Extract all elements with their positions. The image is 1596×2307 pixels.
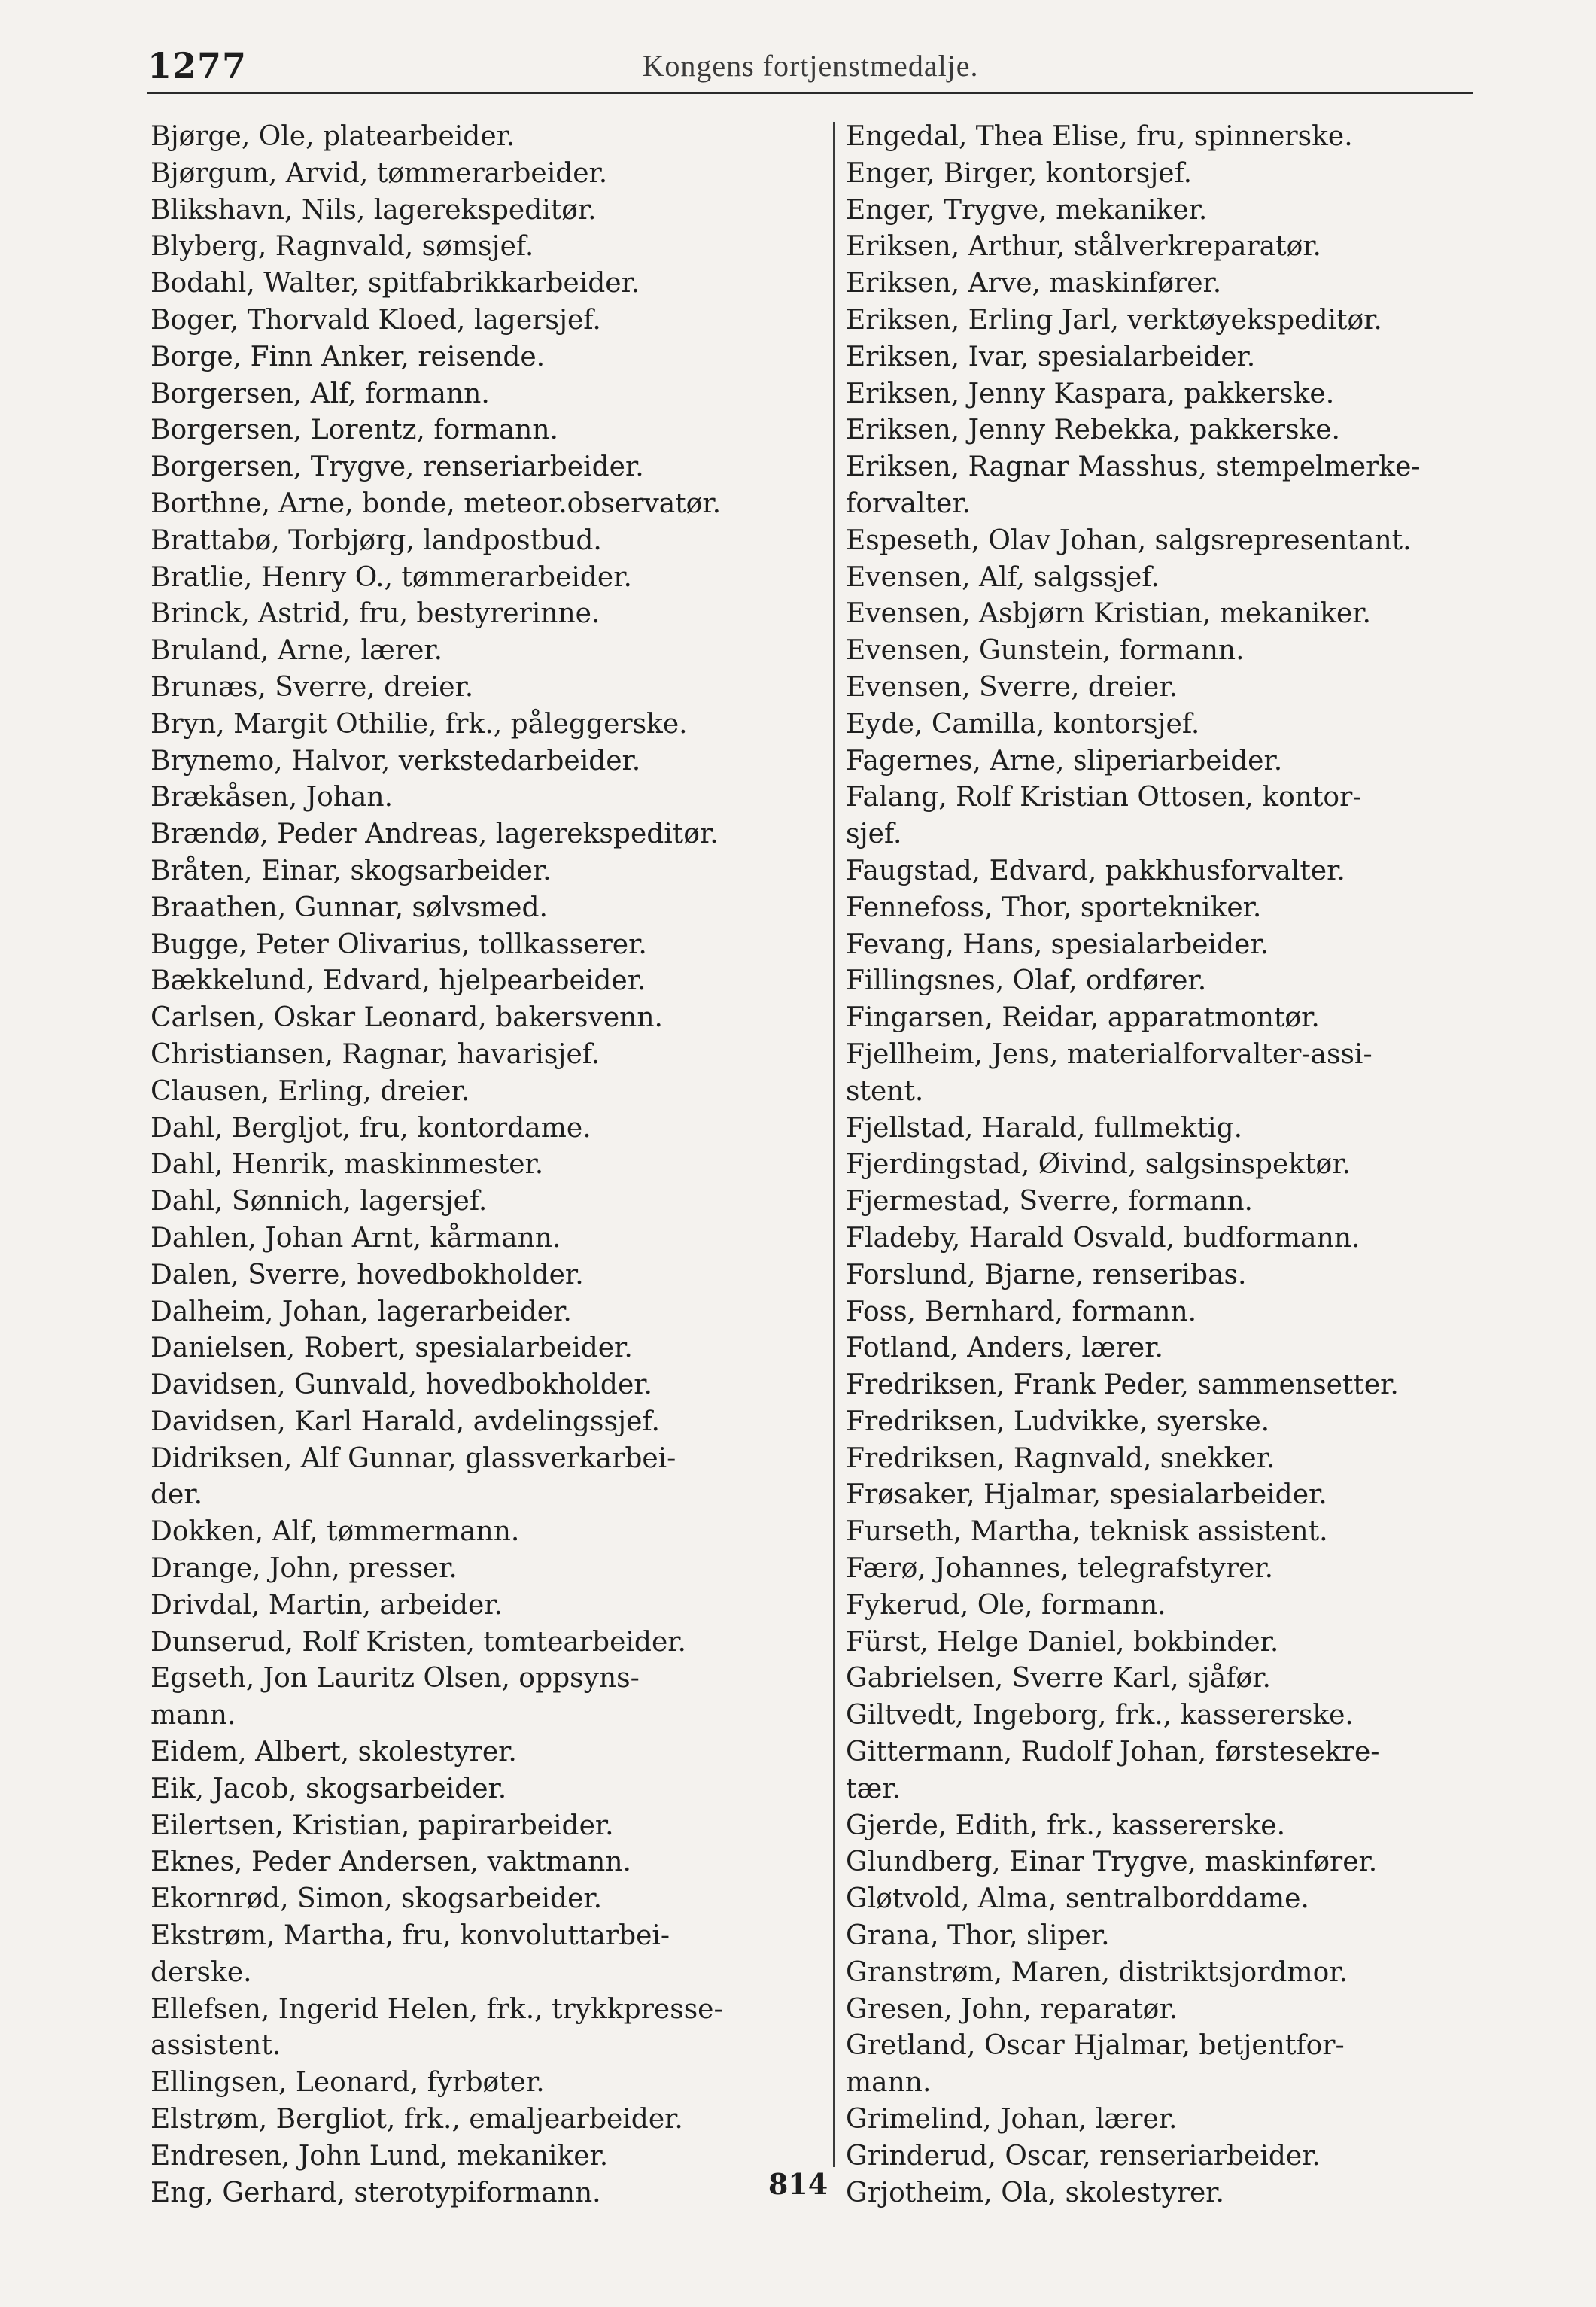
list-item: Elstrøm, Bergliot, frk., emaljearbeider. <box>150 2104 683 2135</box>
list-item: Bjørgum, Arvid, tømmerarbeider. <box>150 157 608 189</box>
list-item: forvalter. <box>846 488 971 519</box>
list-item: Drange, John, presser. <box>150 1553 458 1585</box>
list-item: derske. <box>150 1956 252 1988</box>
list-item: Eriksen, Arve, maskinfører. <box>846 268 1222 299</box>
list-item: Dahl, Bergljot, fru, kontordame. <box>150 1112 591 1144</box>
list-item: mann. <box>150 1700 236 1731</box>
list-item: Bratlie, Henry O., tømmerarbeider. <box>150 561 632 593</box>
list-item: Ellefsen, Ingerid Helen, frk., trykkpresse- <box>150 1993 723 2025</box>
list-item: Danielsen, Robert, spesialarbeider. <box>150 1333 633 1364</box>
list-item: Brynemo, Halvor, verkstedarbeider. <box>150 745 641 777</box>
list-item: Eriksen, Arthur, stålverkreparatør. <box>846 231 1321 263</box>
list-item: Fladeby, Harald Osvald, budformann. <box>846 1222 1360 1254</box>
list-item: Borgersen, Lorentz, formann. <box>150 415 558 446</box>
list-item: Evensen, Asbjørn Kristian, mekaniker. <box>846 598 1371 630</box>
list-item: Blyberg, Ragnvald, sømsjef. <box>150 231 534 263</box>
list-item: Fjermestad, Sverre, formann. <box>846 1186 1253 1217</box>
list-item: Dalen, Sverre, hovedbokholder. <box>150 1259 584 1290</box>
list-item: Borgersen, Trygve, renseriarbeider. <box>150 451 644 483</box>
list-item: Gjerde, Edith, frk., kassererske. <box>846 1810 1286 1841</box>
list-item: Drivdal, Martin, arbeider. <box>150 1589 503 1621</box>
list-item: Frøsaker, Hjalmar, spesialarbeider. <box>846 1479 1327 1511</box>
list-item: Dokken, Alf, tømmermann. <box>150 1516 520 1548</box>
list-item: Færø, Johannes, telegrafstyrer. <box>846 1553 1274 1585</box>
list-item: Ellingsen, Leonard, fyrbøter. <box>150 2067 545 2099</box>
list-item: Bugge, Peter Olivarius, tollkasserer. <box>150 929 647 960</box>
list-item: Egseth, Jon Lauritz Olsen, oppsyns- <box>150 1663 640 1695</box>
list-item: Grana, Thor, sliper. <box>846 1920 1110 1952</box>
right-column <box>846 119 1508 2211</box>
list-item: Fingarsen, Reidar, apparatmontør. <box>846 1002 1320 1034</box>
list-item: Bruland, Arne, lærer. <box>150 635 443 667</box>
list-item: Eriksen, Ragnar Masshus, stempelmerke- <box>846 451 1421 483</box>
list-item: Fredriksen, Ragnvald, snekker. <box>846 1442 1275 1474</box>
list-item: Enger, Trygve, mekaniker. <box>846 194 1208 226</box>
list-item: Grjotheim, Ola, skolestyrer. <box>846 2177 1224 2208</box>
running-title: Kongens fortjenstmedalje. <box>642 49 979 83</box>
list-item: Fjellheim, Jens, materialforvalter-assi- <box>846 1038 1373 1070</box>
list-item: Fjellstad, Harald, fullmektig. <box>846 1112 1243 1144</box>
list-item: Fagernes, Arne, sliperiarbeider. <box>846 745 1283 777</box>
list-item: Faugstad, Edvard, pakkhusforvalter. <box>846 855 1345 886</box>
list-item: Eriksen, Jenny Kaspara, pakkerske. <box>846 378 1335 409</box>
list-item: Borthne, Arne, bonde, meteor.observatør. <box>150 488 722 519</box>
list-item: Bjørge, Ole, platearbeider. <box>150 121 515 152</box>
list-item: Eknes, Peder Andersen, vaktmann. <box>150 1847 631 1878</box>
list-item: sjef. <box>846 819 902 850</box>
list-item: Gresen, John, reparatør. <box>846 1993 1178 2025</box>
list-item: Fotland, Anders, lærer. <box>846 1333 1163 1364</box>
list-item: Foss, Bernhard, formann. <box>846 1296 1197 1327</box>
list-item: assistent. <box>150 2030 281 2062</box>
list-item: Borge, Finn Anker, reisende. <box>150 341 546 372</box>
list-item: Clausen, Erling, dreier. <box>150 1075 470 1107</box>
list-item: Eriksen, Ivar, spesialarbeider. <box>846 341 1256 372</box>
list-item: Christiansen, Ragnar, havarisjef. <box>150 1038 600 1070</box>
list-item: Fykerud, Ole, formann. <box>846 1589 1166 1621</box>
list-item: Granstrøm, Maren, distriktsjordmor. <box>846 1956 1348 1988</box>
list-item: Davidsen, Gunvald, hovedbokholder. <box>150 1369 652 1401</box>
list-item: Boger, Thorvald Kloed, lagersjef. <box>150 304 601 336</box>
list-item: Forslund, Bjarne, renseribas. <box>846 1259 1247 1290</box>
list-item: Bækkelund, Edvard, hjelpearbeider. <box>150 965 646 997</box>
list-item: Gretland, Oscar Hjalmar, betjentfor- <box>846 2030 1345 2062</box>
column-divider <box>833 122 835 2167</box>
list-item: Gittermann, Rudolf Johan, førstesekre- <box>846 1737 1380 1768</box>
list-item: Brinck, Astrid, fru, bestyrerinne. <box>150 598 600 630</box>
list-item: Davidsen, Karl Harald, avdelingssjef. <box>150 1406 660 1437</box>
list-item: der. <box>150 1479 203 1511</box>
list-item: Dahl, Henrik, maskinmester. <box>150 1149 544 1181</box>
list-item: Fürst, Helge Daniel, bokbinder. <box>846 1626 1279 1658</box>
footer-page-number: 814 <box>768 2167 828 2201</box>
list-item: Falang, Rolf Kristian Ottosen, kontor- <box>846 782 1362 813</box>
list-item: Fillingsnes, Olaf, ordfører. <box>846 965 1207 997</box>
list-item: Fennefoss, Thor, sportekniker. <box>846 892 1262 923</box>
list-item: Brændø, Peder Andreas, lagerekspeditør. <box>150 819 719 850</box>
list-item: Fevang, Hans, spesialarbeider. <box>846 929 1269 960</box>
list-item: Braathen, Gunnar, sølvsmed. <box>150 892 548 923</box>
list-item: Eng, Gerhard, sterotypiformann. <box>150 2177 601 2208</box>
list-item: mann. <box>846 2067 932 2099</box>
list-item: Borgersen, Alf, formann. <box>150 378 490 409</box>
list-item: Eidem, Albert, skolestyrer. <box>150 1737 517 1768</box>
list-item: Eriksen, Jenny Rebekka, pakkerske. <box>846 415 1340 446</box>
list-item: Enger, Birger, kontorsjef. <box>846 157 1193 189</box>
header-rule <box>147 92 1473 94</box>
list-item: Endresen, John Lund, mekaniker. <box>150 2140 609 2172</box>
list-item: Espeseth, Olav Johan, salgsrepresentant. <box>846 524 1412 556</box>
list-item: Gabrielsen, Sverre Karl, sjåfør. <box>846 1663 1271 1695</box>
list-item: Dahlen, Johan Arnt, kårmann. <box>150 1222 561 1254</box>
list-item: Fjerdingstad, Øivind, salgsinspektør. <box>846 1149 1351 1181</box>
list-item: Giltvedt, Ingeborg, frk., kassererske. <box>846 1700 1354 1731</box>
list-item: Fredriksen, Ludvikke, syerske. <box>846 1406 1270 1437</box>
list-item: Bryn, Margit Othilie, frk., påleggerske. <box>150 708 688 740</box>
list-item: Bråten, Einar, skogsarbeider. <box>150 855 552 886</box>
list-item: Eriksen, Erling Jarl, verktøyekspeditør. <box>846 304 1382 336</box>
left-column <box>150 119 828 2211</box>
list-item: Evensen, Sverre, dreier. <box>846 671 1178 703</box>
list-item: Didriksen, Alf Gunnar, glassverkarbei- <box>150 1442 676 1474</box>
list-item: Dalheim, Johan, lagerarbeider. <box>150 1296 572 1327</box>
list-item: Fredriksen, Frank Peder, sammensetter. <box>846 1369 1399 1401</box>
list-item: Ekstrøm, Martha, fru, konvoluttarbei- <box>150 1920 670 1952</box>
list-item: Eilertsen, Kristian, papirarbeider. <box>150 1810 614 1841</box>
list-item: Dahl, Sønnich, lagersjef. <box>150 1186 488 1217</box>
list-item: Brattabø, Torbjørg, landpostbud. <box>150 524 602 556</box>
list-item: Gløtvold, Alma, sentralborddame. <box>846 1883 1309 1915</box>
list-item: Furseth, Martha, teknisk assistent. <box>846 1516 1328 1548</box>
header-page-number: 1277 <box>147 45 248 86</box>
list-item: Bodahl, Walter, spitfabrikkarbeider. <box>150 268 640 299</box>
list-item: Carlsen, Oskar Leonard, bakersvenn. <box>150 1002 663 1034</box>
list-item: tær. <box>846 1773 901 1804</box>
page-header <box>147 39 1473 92</box>
list-item: Ekornrød, Simon, skogsarbeider. <box>150 1883 603 1915</box>
list-item: Brækåsen, Johan. <box>150 782 394 813</box>
list-item: Engedal, Thea Elise, fru, spinnerske. <box>846 121 1353 152</box>
list-item: Blikshavn, Nils, lagerekspeditør. <box>150 194 597 226</box>
list-item: Glundberg, Einar Trygve, maskinfører. <box>846 1847 1378 1878</box>
list-item: Grinderud, Oscar, renseriarbeider. <box>846 2140 1321 2172</box>
list-item: Eyde, Camilla, kontorsjef. <box>846 708 1200 740</box>
list-item: Evensen, Gunstein, formann. <box>846 635 1245 667</box>
list-item: Eik, Jacob, skogsarbeider. <box>150 1773 507 1804</box>
list-item: Brunæs, Sverre, dreier. <box>150 671 474 703</box>
list-item: Dunserud, Rolf Kristen, tomtearbeider. <box>150 1626 686 1658</box>
list-item: Evensen, Alf, salgssjef. <box>846 561 1160 593</box>
list-item: stent. <box>846 1075 924 1107</box>
list-item: Grimelind, Johan, lærer. <box>846 2104 1178 2135</box>
